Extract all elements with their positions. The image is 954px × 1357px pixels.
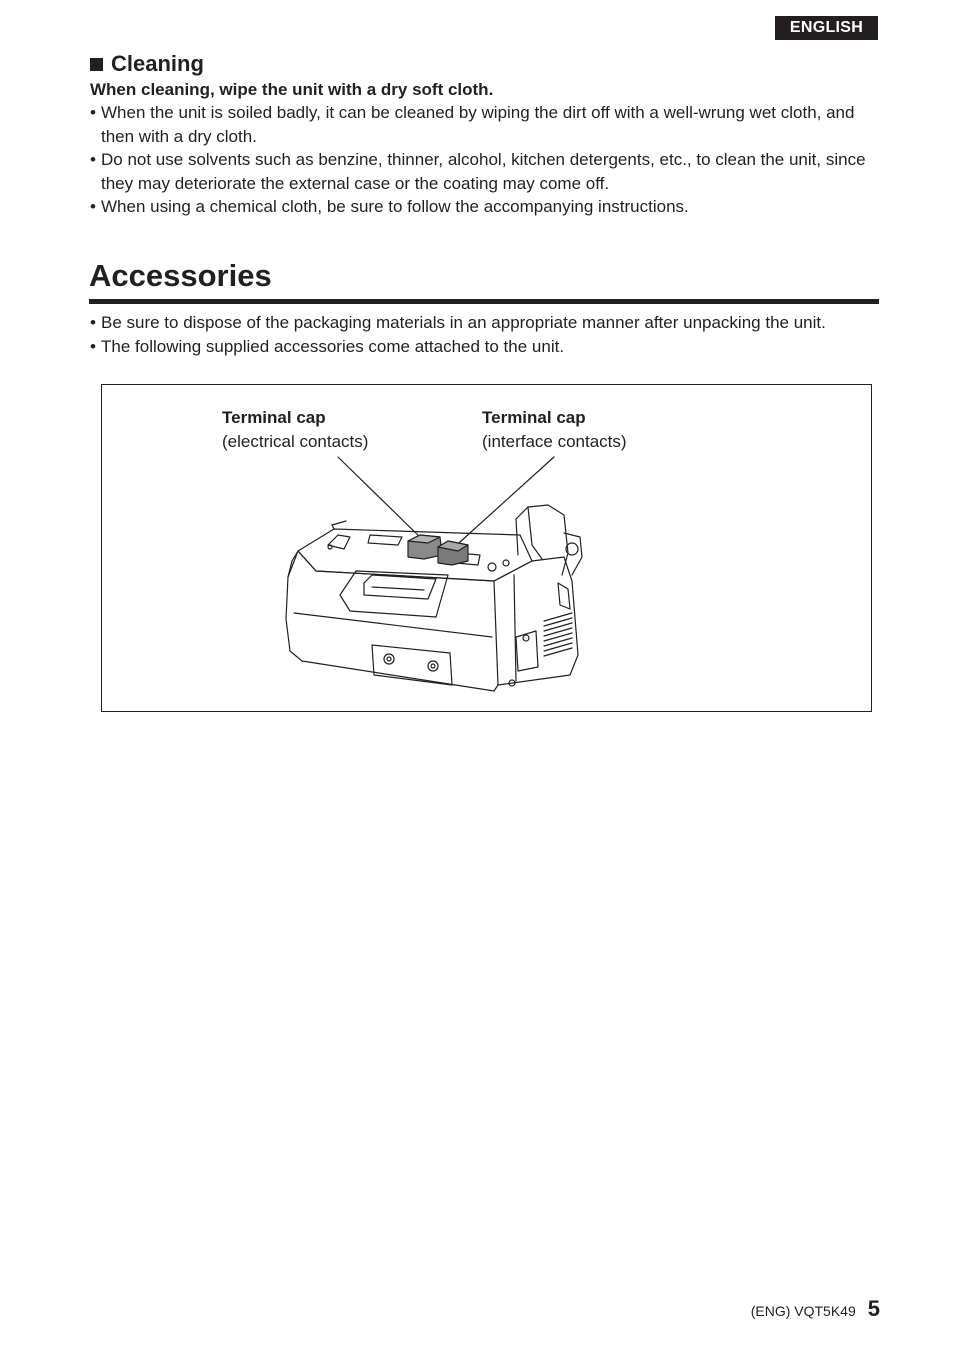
bullet-dot-icon: • bbox=[90, 150, 96, 169]
bullet-dot-icon: • bbox=[90, 197, 96, 216]
accessories-figure bbox=[101, 384, 872, 712]
page-footer bbox=[751, 1296, 880, 1322]
bullet-text: Be sure to dispose of the packaging materials in an appropriate manner after unpacking the unit. bbox=[101, 313, 826, 332]
bullet-text: Do not use solvents such as benzine, thinner, alcohol, kitchen detergents, etc., to clean the unit, since they may deteriorate the external case or the coating may come off. bbox=[101, 150, 866, 193]
cleaning-bullet-list bbox=[90, 101, 870, 219]
list-item bbox=[90, 148, 870, 195]
language-badge: ENGLISH bbox=[775, 16, 878, 40]
unit-illustration bbox=[102, 385, 871, 711]
cleaning-instruction: When cleaning, wipe the unit with a dry soft cloth. bbox=[90, 80, 494, 99]
page-number: 5 bbox=[867, 1296, 880, 1321]
square-bullet-icon bbox=[90, 58, 103, 71]
list-item bbox=[90, 195, 870, 219]
section-title: Accessories bbox=[89, 258, 272, 293]
document-code: (ENG) VQT5K49 bbox=[750, 1303, 856, 1319]
bullet-text: The following supplied accessories come attached to the unit. bbox=[101, 336, 565, 356]
leader-line-left bbox=[338, 457, 424, 541]
section-divider bbox=[89, 299, 879, 304]
bullet-text: When the unit is soiled badly, it can be cleaned by wiping the dirt off with a well-wrung wet cloth, and then with a dry cloth. bbox=[101, 103, 855, 146]
cleaning-heading-text: Cleaning bbox=[111, 51, 204, 76]
bullet-text: When using a chemical cloth, be sure to follow the accompanying instructions. bbox=[101, 197, 689, 216]
callout-subtitle: (interface contacts) bbox=[482, 432, 627, 451]
callout-subtitle: (electrical contacts) bbox=[222, 432, 369, 451]
list-item bbox=[90, 101, 870, 148]
list-item bbox=[90, 311, 870, 335]
leader-line-right bbox=[450, 457, 554, 551]
cleaning-heading bbox=[90, 51, 204, 77]
callout-title: Terminal cap bbox=[222, 408, 326, 427]
bullet-dot-icon: • bbox=[90, 103, 96, 122]
bullet-dot-icon: • bbox=[90, 313, 96, 332]
bullet-dot-icon: • bbox=[90, 336, 96, 356]
list-item bbox=[90, 335, 870, 359]
accessories-bullet-list bbox=[90, 311, 870, 358]
callout-title: Terminal cap bbox=[482, 408, 586, 427]
